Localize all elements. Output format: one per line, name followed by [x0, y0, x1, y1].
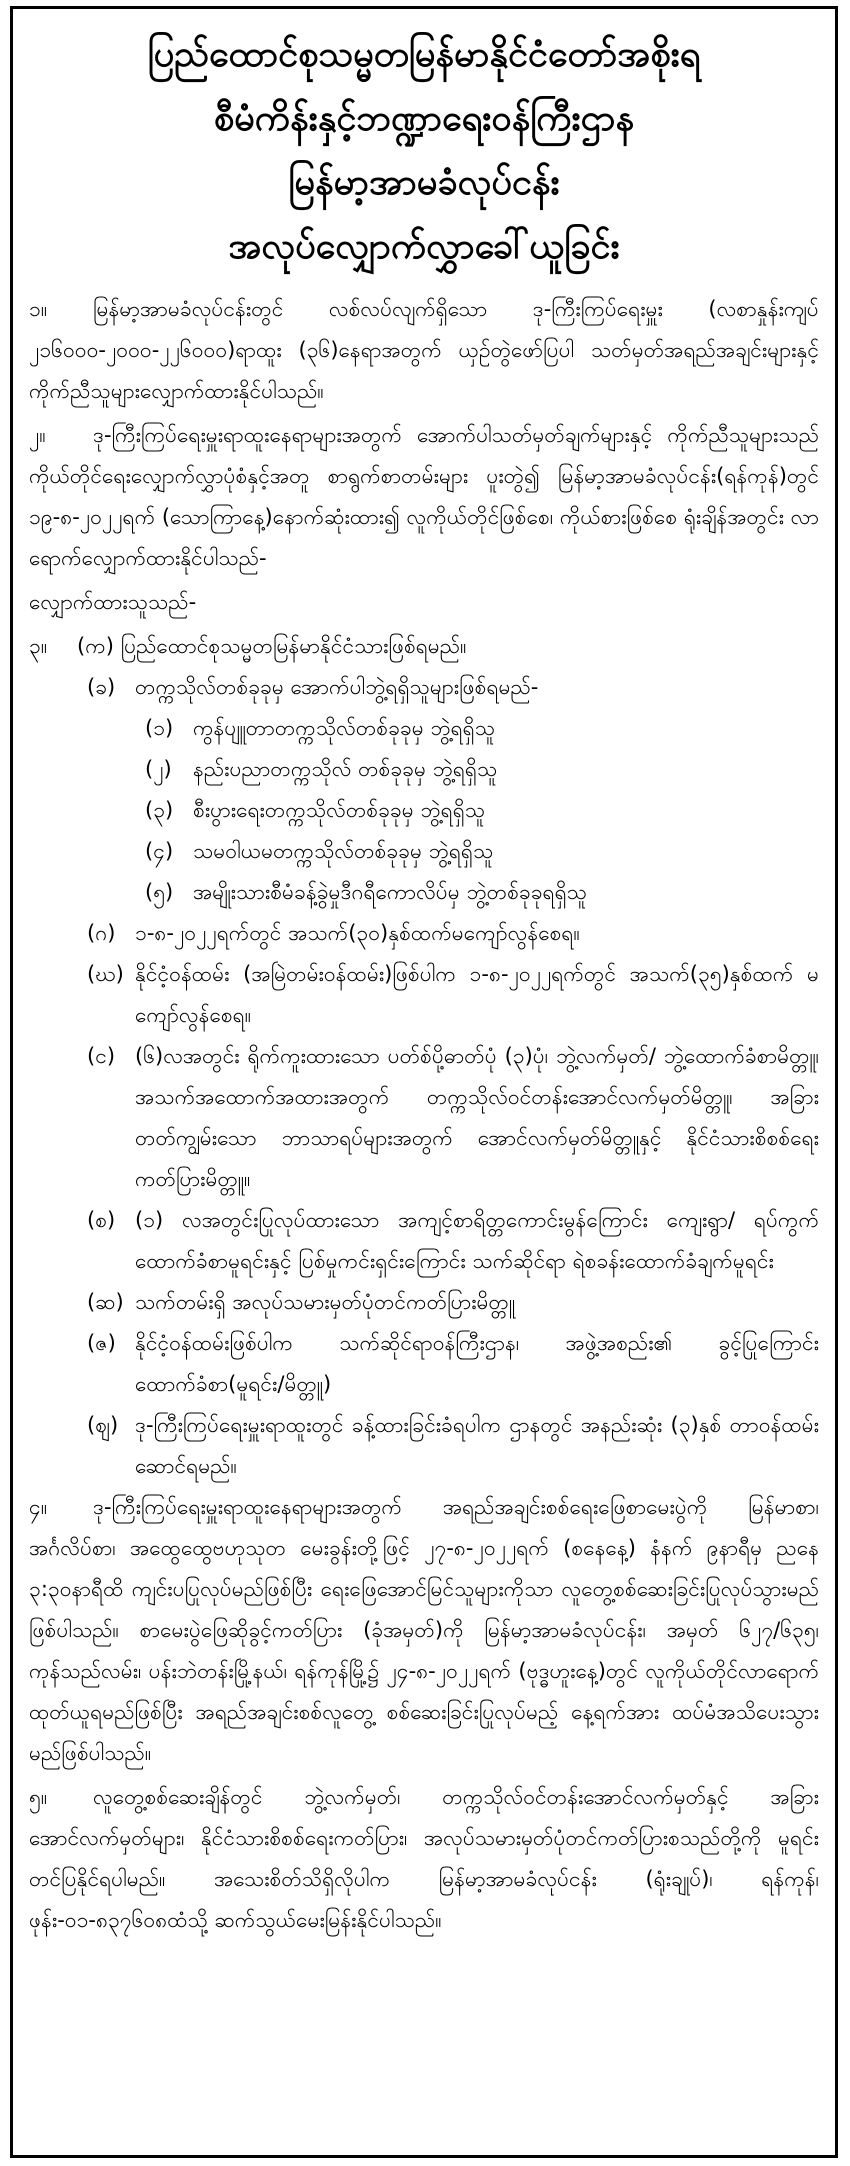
- requirement-item: [87, 1323, 819, 1405]
- item-text: (၆)လအတွင်း ရိုက်ကူးထားသော ပတ်စ်ပို့ဓာတ်ပုံ (၃)ပုံ၊ ဘွဲ့လက်မှတ်/ ဘွဲ့ထောက်ခံစာမိတ္တူ၊ အသက်အထောက်အထားအတွက် တက္ကသိုလ်ဝင်တန်းအောင်လက်မှတ်မိတ္တူ၊ အခြားတတ်ကျွမ်းသော ဘာသာရပ်များအတွက် အောင်လက်မှတ်မိတ္တူနှင့် နိုင်ငံသားစိစစ်ရေးကတ်ပြားမိတ္တူ။: [135, 1044, 819, 1191]
- degree-text: အမျိုးသားစီမံခန့်ခွဲမှုဒီဂရီကောလိပ်မှ ဘွဲ့တစ်ခုခုရရှိသူ: [193, 880, 587, 904]
- paragraph-3: [29, 626, 819, 667]
- degree-label: (၂): [145, 757, 172, 781]
- degree-label: (၅): [145, 880, 174, 904]
- degree-label: (၃): [145, 798, 174, 822]
- degree-item: [145, 831, 819, 872]
- degree-item: [145, 708, 819, 749]
- government-title: ပြည်ထောင်စုသမ္မတမြန်မာနိုင်ငံတော်အစိုးရ: [147, 34, 701, 75]
- degree-text: ကွန်ပျူတာတက္ကသိုလ်တစ်ခုခုမှ ဘွဲ့ရရှိသူ: [193, 716, 496, 740]
- paragraph-2-number: ၂။: [29, 423, 46, 447]
- degree-item: [145, 872, 819, 913]
- enterprise-title: မြန်မာ့အာမခံလုပ်ငန်း: [288, 162, 560, 203]
- item-label: (ဆ): [87, 1290, 124, 1314]
- paragraph-2: [29, 415, 819, 579]
- degree-label: (၄): [145, 839, 174, 863]
- paragraph-4: [29, 1487, 819, 1774]
- item-label: (စ): [87, 1208, 116, 1232]
- degree-text: စီးပွားရေးတက္ကသိုလ်တစ်ခုခုမှ ဘွဲ့ရရှိသူ: [193, 798, 486, 822]
- announcement-title: အလုပ်လျှောက်လွှာခေါ်ယူခြင်း: [228, 226, 620, 267]
- paragraph-3-first-item: [77, 626, 819, 667]
- item-label: (ဈ): [87, 1413, 119, 1437]
- item-label: (င): [87, 1044, 116, 1068]
- degree-text: နည်းပညာတက္ကသိုလ် တစ်ခုခုမှ ဘွဲ့ရရှိသူ: [193, 757, 498, 781]
- paragraph-5: [29, 1777, 819, 1941]
- item-label: (ဂ): [87, 921, 116, 945]
- announcement-heading: [29, 23, 819, 279]
- requirement-item: [87, 667, 819, 708]
- item-text: သက်တမ်းရှိ အလုပ်သမားမှတ်ပုံတင်ကတ်ပြားမိတ္တူ: [135, 1290, 516, 1314]
- degree-label: (၁): [145, 716, 174, 740]
- requirement-item: [87, 954, 819, 1036]
- item-text: နိုင်ငံ့ဝန်ထမ်းဖြစ်ပါက သက်ဆိုင်ရာဝန်ကြီးဌာန၊ အဖွဲ့အစည်း၏ ခွင့်ပြုကြောင်း ထောက်ခံစာ(မူရင်း/မိတ္တူ): [135, 1331, 819, 1396]
- paragraph-2-text: ဒု-ကြီးကြပ်ရေးမှူးရာထူးနေရာများအတွက် အောက်ပါသတ်မှတ်ချက်များနှင့် ကိုက်ညီသူများသည် ကိုယ်တိုင်ရေးလျှောက်လွှာပုံစံနှင့်အတူ စာရွက်စာတမ်းများ ပူးတွဲ၍ မြန်မာ့အာမခံလုပ်ငန်း(ရန်ကုန်)တွင် ၁၉-၈-၂၀၂၂ရက် (သောကြာနေ့)နောက်ဆုံးထား၍ လူကိုယ်တိုင်ဖြစ်စေ၊ ကိုယ်စားဖြစ်စေ ရုံးချိန်အတွင်း လာရောက်လျှောက်ထားနိုင်ပါသည်-: [29, 423, 819, 570]
- paragraph-5-text: လူတွေ့စစ်ဆေးချိန်တွင် ဘွဲ့လက်မှတ်၊ တက္ကသိုလ်ဝင်တန်းအောင်လက်မှတ်နှင့် အခြားအောင်လက်မှတ်များ၊ နိုင်ငံသားစိစစ်ရေးကတ်ပြား၊ အလုပ်သမားမှတ်ပုံတင်ကတ်ပြားစသည်တို့ကို မူရင်းတင်ပြနိုင်ရပါမည်။ အသေးစိတ်သိရှိလိုပါက မြန်မာ့အာမခံလုပ်ငန်း (ရုံးချုပ်)၊ ရန်ကုန်၊ ဖုန်း-၀၁-၈၃၇၆၀၈ထံသို့ ဆက်သွယ်မေးမြန်းနိုင်ပါသည်။: [29, 1785, 819, 1932]
- requirement-item: [87, 1282, 819, 1323]
- requirement-item: [87, 913, 819, 954]
- item-label: (ခ): [87, 675, 116, 699]
- item-text: ၁-၈-၂၀၂၂ရက်တွင် အသက်(၃၀)နှစ်ထက်မကျော်လွန်စေရ။: [135, 921, 580, 945]
- paragraph-1-number: ၁။: [29, 297, 48, 321]
- degree-item: [145, 749, 819, 790]
- item-text: ပြည်ထောင်စုသမ္မတမြန်မာနိုင်ငံသားဖြစ်ရမည်။: [120, 634, 467, 658]
- applicant-intro: လျှောက်ထားသူသည်-: [29, 590, 197, 614]
- item-label: (ဇ): [87, 1331, 116, 1355]
- paragraph-3-number: ၃။: [29, 634, 48, 658]
- ministry-title: စီမံကိန်းနှင့်ဘဏ္ဍာရေးဝန်ကြီးဌာန: [213, 98, 635, 139]
- paragraph-1-text: မြန်မာ့အာမခံလုပ်ငန်းတွင် လစ်လပ်လျက်ရှိသော ဒု-ကြီးကြပ်ရေးမှူး (လစာနှုန်းကျပ် ၂၁၆၀၀၀-၂၀၀၀-၂၂၆၀၀၀)ရာထူး (၃၆)နေရာအတွက် ယှဉ်တွဲဖော်ပြပါ သတ်မှတ်အရည်အချင်းများနှင့် ကိုက်ညီသူများလျှောက်ထားနိုင်ပါသည်။: [29, 297, 819, 403]
- paragraph-1: [29, 289, 819, 412]
- requirement-item: [87, 1405, 819, 1487]
- item-label: (က): [77, 634, 114, 658]
- paragraph-4-number: ၄။: [29, 1495, 48, 1519]
- degree-text: သမဝါယမတက္ကသိုလ်တစ်ခုခုမှ ဘွဲ့ရရှိသူ: [193, 839, 494, 863]
- requirement-item: [87, 1200, 819, 1282]
- announcement-frame: [10, 6, 838, 2158]
- paragraph-5-number: ၅။: [29, 1785, 48, 1809]
- item-text: (၁) လအတွင်းပြုလုပ်ထားသော အကျင့်စာရိတ္တကောင်းမွန်ကြောင်း ကျေးရွာ/ ရပ်ကွက် ထောက်ခံစာမူရင်းနှင့် ပြစ်မှုကင်းရှင်းကြောင်း သက်ဆိုင်ရာ ရဲစခန်းထောက်ခံချက်မူရင်း: [135, 1208, 819, 1273]
- item-text: နိုင်ငံ့ဝန်ထမ်း (အမြဲတမ်းဝန်ထမ်း)ဖြစ်ပါက ၁-၈-၂၀၂၂ရက်တွင် အသက်(၃၅)နှစ်ထက် မကျော်လွန်စေရ။: [135, 962, 819, 1027]
- paragraph-4-text: ဒု-ကြီးကြပ်ရေးမှူးရာထူးနေရာများအတွက် အရည်အချင်းစစ်ရေးဖြေစာမေးပွဲကို မြန်မာစာ၊ အင်္ဂလိပ်စာ၊ အထွေထွေဗဟုသုတ မေးခွန်းတို့ဖြင့် ၂၇-၈-၂၀၂၂ရက် (စနေနေ့) နံနက် ၉နာရီမှ ညနေ ၃:၃၀နာရီထိ ကျင်းပပြုလုပ်မည်ဖြစ်ပြီး ရေးဖြေအောင်မြင်သူများကိုသာ လူတွေ့စစ်ဆေးခြင်းပြုလုပ်သွားမည်ဖြစ်ပါသည်။ စာမေးပွဲဖြေဆိုခွင့်ကတ်ပြား (ခုံအမှတ်)ကို မြန်မာ့အာမခံလုပ်ငန်း၊ အမှတ် ၆၂၇/၆၃၅၊ ကုန်သည်လမ်း၊ ပန်းဘဲတန်းမြို့နယ်၊ ရန်ကုန်မြို့၌ ၂၄-၈-၂၀၂၂ရက် (ဗုဒ္ဓဟူးနေ့)တွင် လူကိုယ်တိုင်လာရောက်ထုတ်ယူရမည်ဖြစ်ပြီး အရည်အချင်းစစ်လူတွေ့ စစ်ဆေးခြင်းပြုလုပ်မည့် နေ့ရက်အား ထပ်မံအသိပေးသွားမည်ဖြစ်ပါသည်။: [29, 1495, 819, 1765]
- item-label: (ဃ): [87, 962, 124, 986]
- requirement-item: [87, 1036, 819, 1200]
- degree-item: [145, 790, 819, 831]
- item-text: တက္ကသိုလ်တစ်ခုခုမှ အောက်ပါဘွဲ့ရရှိသူများဖြစ်ရမည်-: [135, 675, 539, 699]
- item-text: ဒု-ကြီးကြပ်ရေးမှူးရာထူးတွင် ခန့်ထားခြင်းခံရပါက ဌာနတွင် အနည်းဆုံး (၃)နှစ် တာဝန်ထမ်းဆောင်ရမည်။: [135, 1413, 819, 1478]
